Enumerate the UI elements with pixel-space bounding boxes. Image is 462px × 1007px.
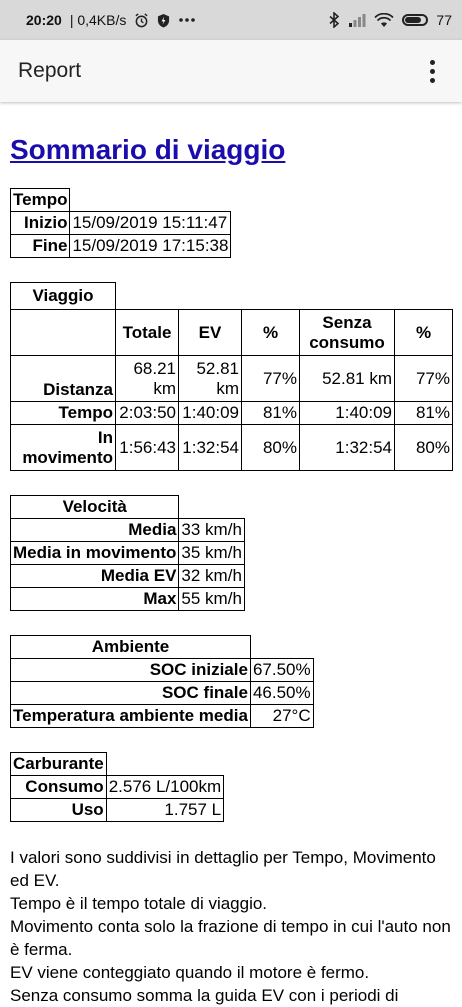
report-content	[10, 120, 455, 1007]
viaggio-table	[10, 282, 453, 471]
velocita-label: Media in movimento	[11, 542, 179, 565]
cell-pct2: 80%	[395, 425, 453, 471]
cell-ev: 1:40:09	[179, 402, 242, 425]
col-totale: Totale	[116, 310, 179, 356]
more-notifications-icon	[178, 17, 196, 23]
wifi-icon	[374, 13, 394, 28]
ambiente-label: SOC iniziale	[11, 659, 251, 682]
tempo-value: 15/09/2019 15:11:47	[70, 212, 231, 235]
velocita-label: Media	[11, 519, 179, 542]
status-network-speed: | 0,4KB/s	[69, 12, 127, 28]
velocita-header: Velocità	[11, 496, 179, 519]
ambiente-label: SOC finale	[11, 682, 251, 705]
velocita-table	[10, 495, 245, 611]
viaggio-header: Viaggio	[11, 283, 116, 310]
carburante-label: Uso	[11, 799, 107, 822]
cell-senza: 52.81 km	[300, 356, 395, 402]
table-row	[11, 235, 231, 258]
description-line: EV viene conteggiato quando il motore è fermo.	[10, 963, 370, 982]
carburante-label: Consumo	[11, 776, 107, 799]
viaggio-empty-cell	[11, 310, 116, 356]
ambiente-value: 67.50%	[250, 659, 313, 682]
overflow-menu-icon[interactable]	[420, 51, 444, 91]
row-label: In movimento	[11, 425, 116, 471]
bluetooth-icon	[329, 12, 340, 28]
ambiente-value: 27°C	[250, 705, 313, 728]
status-time: 20:20	[26, 12, 62, 28]
cell-pct2: 77%	[395, 356, 453, 402]
page-title: Report	[18, 59, 82, 82]
table-row	[11, 705, 314, 728]
velocita-value: 55 km/h	[179, 588, 244, 611]
ambiente-value: 46.50%	[250, 682, 313, 705]
table-row	[11, 776, 224, 799]
ambiente-label: Temperatura ambiente media	[11, 705, 251, 728]
table-row	[11, 565, 245, 588]
signal-icon	[348, 13, 366, 27]
tempo-label: Inizio	[11, 212, 70, 235]
description-text	[10, 846, 455, 1007]
cell-pct2: 81%	[395, 402, 453, 425]
cell-totale: 1:56:43	[116, 425, 179, 471]
table-row	[11, 356, 453, 402]
col-ev: EV	[179, 310, 242, 356]
cell-pct: 77%	[242, 356, 300, 402]
velocita-value: 32 km/h	[179, 565, 244, 588]
table-row	[11, 799, 224, 822]
carburante-value: 2.576 L/100km	[106, 776, 223, 799]
ambiente-table	[10, 635, 314, 728]
cell-pct: 81%	[242, 402, 300, 425]
tempo-header: Tempo	[11, 189, 70, 212]
summary-title-link[interactable]: Sommario di viaggio	[10, 134, 286, 165]
cell-pct: 80%	[242, 425, 300, 471]
velocita-label: Max	[11, 588, 179, 611]
battery-icon	[402, 14, 428, 26]
row-label: Tempo	[11, 402, 116, 425]
velocita-value: 33 km/h	[179, 519, 244, 542]
cell-ev: 1:32:54	[179, 425, 242, 471]
description-line: I valori sono suddivisi in dettaglio per Tempo, Movimento ed EV.	[10, 848, 436, 890]
velocita-label: Media EV	[11, 565, 179, 588]
table-row	[11, 659, 314, 682]
cell-senza: 1:32:54	[300, 425, 395, 471]
table-row	[11, 542, 245, 565]
cell-totale: 68.21 km	[116, 356, 179, 402]
ambiente-header: Ambiente	[11, 636, 251, 659]
row-label: Distanza	[11, 356, 116, 402]
tempo-table	[10, 188, 231, 258]
shield-icon	[157, 13, 170, 28]
carburante-value: 1.757 L	[106, 799, 223, 822]
description-line: Senza consumo somma la guida EV con i periodi di	[10, 986, 399, 1005]
cell-totale: 2:03:50	[116, 402, 179, 425]
table-row	[11, 425, 453, 471]
col-senza-consumo: Senza consumo	[300, 310, 395, 356]
cell-ev: 52.81 km	[179, 356, 242, 402]
battery-level: 77	[436, 12, 452, 28]
col-pct2: %	[395, 310, 453, 356]
col-pct: %	[242, 310, 300, 356]
tempo-label: Fine	[11, 235, 70, 258]
table-row	[11, 402, 453, 425]
status-bar	[0, 0, 462, 40]
cell-senza: 1:40:09	[300, 402, 395, 425]
description-line: Tempo è il tempo totale di viaggio.	[10, 894, 268, 913]
table-row	[11, 588, 245, 611]
alarm-icon	[134, 13, 149, 28]
carburante-header: Carburante	[11, 753, 107, 776]
tempo-value: 15/09/2019 17:15:38	[70, 235, 231, 258]
app-bar	[0, 40, 462, 102]
velocita-value: 35 km/h	[179, 542, 244, 565]
table-row	[11, 682, 314, 705]
table-row	[11, 519, 245, 542]
carburante-table	[10, 752, 224, 822]
description-line: Movimento conta solo la frazione di tempo in cui l'auto non è ferma.	[10, 917, 451, 959]
table-row	[11, 212, 231, 235]
